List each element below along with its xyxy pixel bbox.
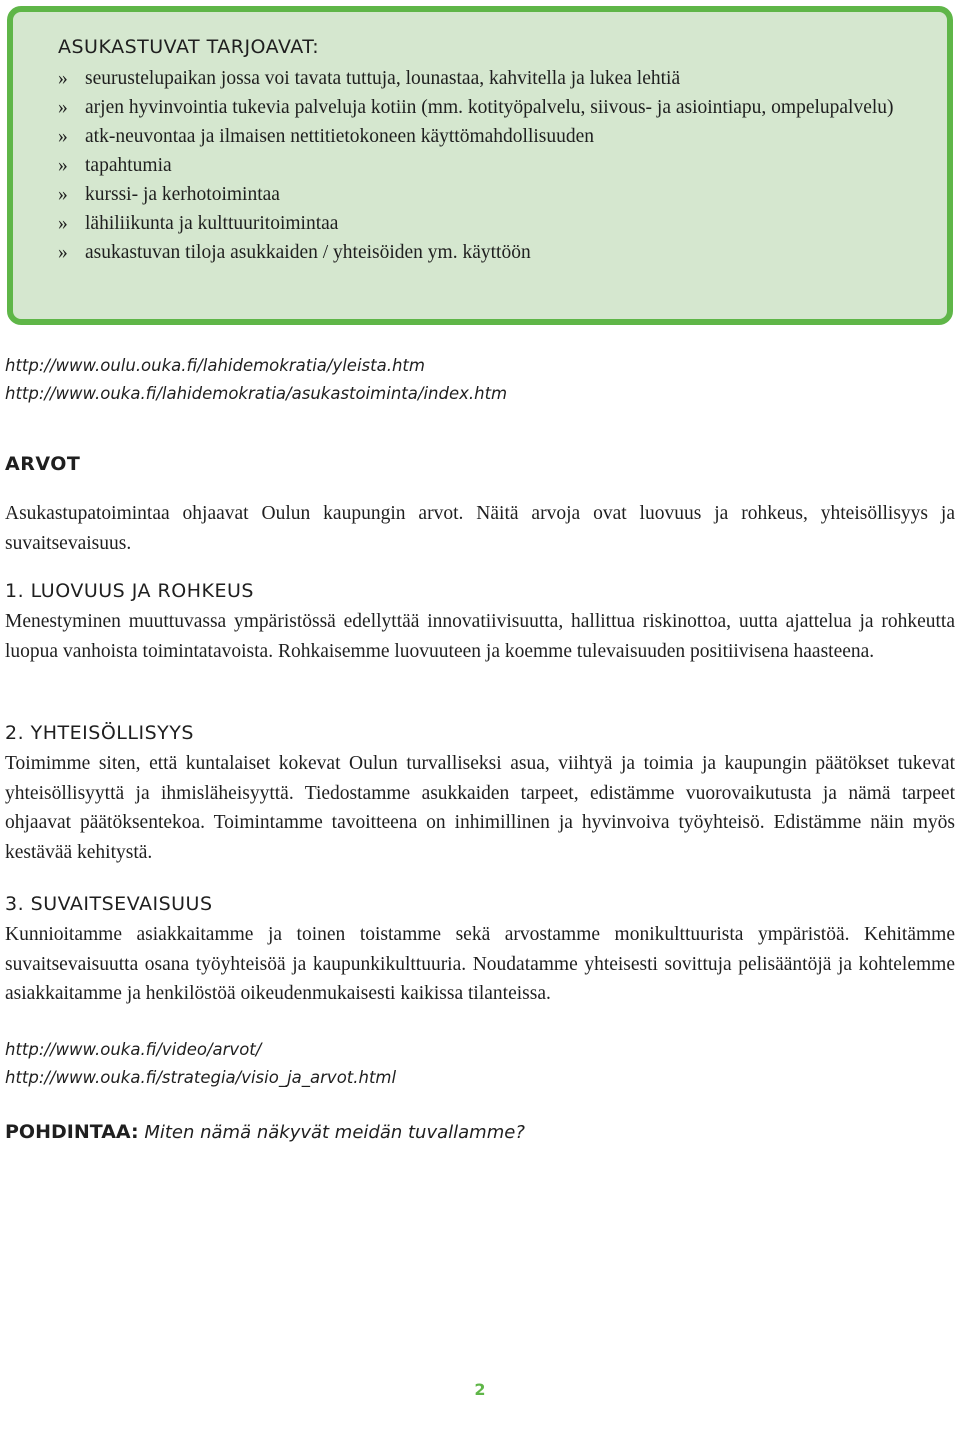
- list-item: » arjen hyvinvointia tukevia palveluja kotiin (mm. kotityöpalvelu, siivous- ja asiointiapu, ompelupalvelu): [58, 93, 938, 122]
- bullet-glyph: »: [58, 184, 68, 205]
- reference-link[interactable]: http://www.oulu.ouka.fi/lahidemokratia/yleista.htm: [5, 356, 425, 375]
- list-item: » asukastuvan tiloja asukkaiden / yhteisöiden ym. käyttöön: [58, 238, 938, 267]
- list-item: » tapahtumia: [58, 151, 938, 180]
- bullet-glyph: »: [58, 97, 68, 118]
- info-box-list: [58, 64, 938, 267]
- list-item: » seurustelupaikan jossa voi tavata tuttuja, lounastaa, kahvitella ja lukea lehtiä: [58, 64, 938, 93]
- list-item: » kurssi- ja kerhotoimintaa: [58, 180, 938, 209]
- section-title-suvaitsevaisuus: 3. SUVAITSEVAISUUS: [5, 893, 213, 915]
- section-text-suvaitsevaisuus: Kunnioitamme asiakkaitamme ja toinen toistamme sekä arvostamme monikulttuurista ympäristöä. Kehitämme suvaitsevaisuutta osana työyhteisöä ja kaupunkikulttuuria. Noudatamme yhteisesti sovittuja pelisääntöjä ja kohtelemme asiakkaitamme ja henkilöstöä oikeudenmukaisesti kaikissa tilanteissa.: [5, 924, 955, 1004]
- arvot-heading: ARVOT: [5, 453, 81, 475]
- question-text: Miten nämä näkyvät meidän tuvallamme?: [144, 1122, 525, 1143]
- section-title-luovuus: 1. LUOVUUS JA ROHKEUS: [5, 580, 254, 602]
- info-box-heading: ASUKASTUVAT TARJOAVAT:: [58, 36, 320, 58]
- list-item: » atk-neuvontaa ja ilmaisen nettitietokoneen käyttömahdollisuuden: [58, 122, 938, 151]
- section-text-yhteisollisyys: Toimimme siten, että kuntalaiset kokevat Oulun turvalliseksi asua, viihtyä ja toimia ja kaupungin päätökset tukevat yhteisöllisyyttä ja ihmisläheisyyttä. Tiedostamme asukkaiden tarpeet, edistämme vuorovaikutusta ja nämä tarpeet ohjaavat päätöksentekoa. Toimintamme tavoitteena on inhimillinen ja hyvinvoiva työyhteisö. Edistämme näin myös kestävää kehitystä.: [5, 753, 955, 863]
- reference-link[interactable]: http://www.ouka.fi/lahidemokratia/asukastoiminta/index.htm: [5, 384, 508, 403]
- reference-link[interactable]: http://www.ouka.fi/video/arvot/: [5, 1040, 262, 1059]
- section-title-yhteisollisyys: 2. YHTEISÖLLISYYS: [5, 722, 194, 744]
- bullet-glyph: »: [58, 242, 68, 263]
- reference-links-bottom: [5, 1036, 396, 1092]
- arvot-intro: Asukastupatoimintaa ohjaavat Oulun kaupungin arvot. Näitä arvoja ovat luovuus ja rohkeus, yhteisöllisyys ja suvaitsevaisuus.: [5, 503, 955, 554]
- list-item: » lähiliikunta ja kulttuuritoimintaa: [58, 209, 938, 238]
- reflection-question: [5, 1121, 525, 1143]
- page-number: 2: [474, 1380, 486, 1399]
- question-label: POHDINTAA:: [5, 1121, 139, 1143]
- bullet-glyph: »: [58, 155, 68, 176]
- section-text-luovuus: Menestyminen muuttuvassa ympäristössä edellyttää innovatiivisuutta, hallittua riskinottoa, uutta ajattelua ja rohkeutta luopua vanhoista toimintatavoista. Rohkaisemme luovuuteen ja koemme tulevaisuuden positiivisena haasteena.: [5, 611, 955, 662]
- bullet-glyph: »: [58, 126, 68, 147]
- reference-links-top: [5, 352, 507, 408]
- reference-link[interactable]: http://www.ouka.fi/strategia/visio_ja_arvot.html: [5, 1068, 397, 1087]
- bullet-glyph: »: [58, 68, 68, 89]
- bullet-glyph: »: [58, 213, 68, 234]
